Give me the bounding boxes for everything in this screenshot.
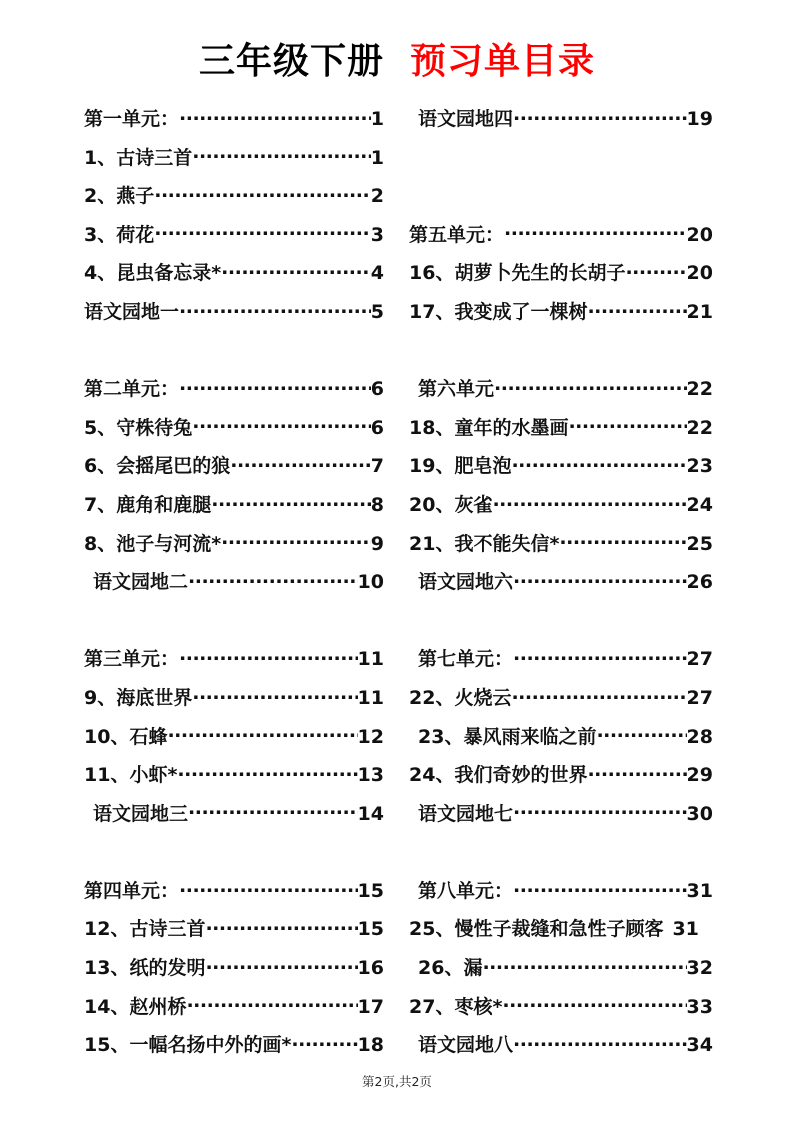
toc-entry-page-number: 14 xyxy=(357,802,384,825)
toc-entry[interactable] xyxy=(409,567,713,606)
toc-entry[interactable] xyxy=(84,992,384,1031)
toc-entry-page-number: 3 xyxy=(370,223,384,246)
toc-entry[interactable] xyxy=(84,722,384,761)
toc-dot-leader xyxy=(179,376,371,395)
toc-entry[interactable] xyxy=(84,490,384,529)
toc-entry[interactable] xyxy=(84,451,384,490)
toc-section-gap xyxy=(409,143,713,182)
toc-blank-line xyxy=(409,181,713,220)
toc-entry[interactable] xyxy=(84,143,384,182)
toc-dot-leader xyxy=(663,916,672,935)
toc-entry-page-number: 11 xyxy=(357,686,384,709)
toc-entry-label: 第五单元： xyxy=(409,223,505,246)
toc-entry[interactable] xyxy=(409,413,713,452)
page-footer: 第2页,共2页 xyxy=(362,1074,432,1089)
toc-entry-page-number: 1 xyxy=(370,108,384,130)
toc-entry-page-number: 20 xyxy=(686,262,713,285)
toc-entry-page-number: 1 xyxy=(370,146,384,169)
toc-section-gap xyxy=(84,336,384,375)
toc-entry-label: 18、童年的水墨画 xyxy=(409,416,569,439)
toc-column-left xyxy=(84,104,384,1069)
toc-entry-label: 第四单元： xyxy=(84,879,180,902)
toc-entry[interactable] xyxy=(409,914,713,953)
toc-section-gap xyxy=(409,837,713,876)
toc-dot-leader xyxy=(221,260,371,279)
title-catalog-text: 预习单目录 xyxy=(410,41,596,82)
toc-entry[interactable] xyxy=(84,258,384,297)
toc-dot-leader xyxy=(192,415,371,434)
toc-dot-leader xyxy=(205,916,357,935)
toc-entry-label: 17、我变成了一棵树 xyxy=(409,300,588,323)
toc-dot-leader xyxy=(179,878,358,897)
toc-entry[interactable] xyxy=(84,876,384,915)
toc-entry-page-number: 19 xyxy=(686,108,713,130)
toc-entry[interactable] xyxy=(409,683,713,722)
toc-entry[interactable] xyxy=(409,1030,713,1069)
toc-dot-leader xyxy=(513,106,687,125)
toc-entry-label: 21、我不能失信* xyxy=(409,532,560,555)
toc-entry-label: 语文园地二 xyxy=(93,571,189,594)
toc-entry[interactable] xyxy=(409,799,713,838)
toc-entry-label: 9、海底世界 xyxy=(84,686,193,709)
toc-entry-page-number: 15 xyxy=(357,879,384,902)
toc-entry[interactable] xyxy=(409,876,713,915)
toc-entry-page-number: 22 xyxy=(686,416,713,439)
toc-entry-page-number: 4 xyxy=(370,262,384,285)
toc-entry[interactable] xyxy=(84,914,384,953)
toc-entry[interactable] xyxy=(409,722,713,761)
toc-entry-page-number: 13 xyxy=(357,764,384,787)
toc-entry-label: 第一单元： xyxy=(84,108,180,130)
toc-dot-leader xyxy=(179,106,371,125)
toc-column-right xyxy=(409,104,713,1069)
toc-entry[interactable] xyxy=(409,374,713,413)
toc-entry[interactable] xyxy=(409,644,713,683)
toc-entry-page-number: 9 xyxy=(370,532,384,555)
toc-entry-label: 5、守株待兔 xyxy=(84,416,193,439)
toc-dot-leader xyxy=(154,222,371,241)
toc-entry-page-number: 29 xyxy=(686,764,713,787)
toc-dot-leader xyxy=(559,531,686,550)
toc-entry[interactable] xyxy=(84,953,384,992)
toc-entry[interactable] xyxy=(84,683,384,722)
toc-entry-page-number: 21 xyxy=(686,300,713,323)
toc-dot-leader xyxy=(179,299,371,318)
toc-entry[interactable] xyxy=(409,451,713,490)
toc-entry[interactable] xyxy=(409,529,713,568)
toc-entry-label: 7、鹿角和鹿腿 xyxy=(84,493,212,516)
toc-entry[interactable] xyxy=(409,760,713,799)
toc-entry-label: 11、小虾* xyxy=(84,764,178,787)
toc-dot-leader xyxy=(494,376,687,395)
toc-dot-leader xyxy=(513,569,687,588)
toc-entry-label: 第六单元 xyxy=(418,378,495,401)
toc-entry[interactable] xyxy=(409,220,713,259)
toc-entry[interactable] xyxy=(84,297,384,336)
toc-entry-page-number: 22 xyxy=(686,378,713,401)
toc-entry-page-number: 12 xyxy=(357,725,384,748)
toc-dot-leader xyxy=(177,762,357,781)
toc-entry[interactable] xyxy=(84,760,384,799)
toc-entry-page-number: 8 xyxy=(370,493,384,516)
toc-entry-page-number: 11 xyxy=(357,648,384,671)
toc-entry-label: 16、胡萝卜先生的长胡子 xyxy=(409,262,626,285)
toc-entry-label: 22、火烧云 xyxy=(409,686,512,709)
toc-entry-label: 2、燕子 xyxy=(84,185,155,208)
toc-dot-leader xyxy=(188,569,358,588)
toc-entry[interactable] xyxy=(409,490,713,529)
toc-entry-page-number: 6 xyxy=(370,378,384,401)
page-title xyxy=(0,41,794,82)
toc-entry-label: 23、暴风雨来临之前 xyxy=(418,725,597,748)
toc-entry-page-number: 27 xyxy=(686,648,713,671)
toc-section-gap xyxy=(84,837,384,876)
toc-entry-page-number: 2 xyxy=(370,185,384,208)
toc-dot-leader xyxy=(221,531,371,550)
toc-entry[interactable] xyxy=(84,374,384,413)
toc-entry-page-number: 10 xyxy=(357,571,384,594)
toc-entry-label: 语文园地三 xyxy=(93,802,189,825)
toc-entry-page-number: 16 xyxy=(357,957,384,980)
toc-entry[interactable] xyxy=(84,413,384,452)
toc-entry-label: 10、石蜂 xyxy=(84,725,168,748)
toc-entry-page-number: 15 xyxy=(357,918,384,941)
toc-entry[interactable] xyxy=(84,1030,384,1069)
toc-dot-leader xyxy=(291,1032,357,1051)
toc-entry-label: 26、漏 xyxy=(418,957,483,980)
toc-entry-label: 6、会摇尾巴的狼 xyxy=(84,455,231,478)
toc-section-gap xyxy=(84,606,384,645)
toc-dot-leader xyxy=(504,222,687,241)
toc-entry-page-number: 7 xyxy=(370,455,384,478)
toc-entry-label: 12、古诗三首 xyxy=(84,918,206,941)
toc-entry-label: 语文园地六 xyxy=(418,571,514,594)
toc-entry-label: 27、枣核* xyxy=(409,995,503,1018)
toc-entry-page-number: 26 xyxy=(686,571,713,594)
toc-dot-leader xyxy=(587,762,686,781)
toc-dot-leader xyxy=(188,801,358,820)
toc-entry-label: 8、池子与河流* xyxy=(84,532,222,555)
toc-entry[interactable] xyxy=(84,220,384,259)
toc-section-gap xyxy=(409,336,713,375)
toc-dot-leader xyxy=(186,994,357,1013)
toc-entry[interactable] xyxy=(84,799,384,838)
toc-entry-page-number: 20 xyxy=(686,223,713,246)
toc-dot-leader xyxy=(513,878,687,897)
toc-dot-leader xyxy=(482,955,686,974)
toc-dot-leader xyxy=(568,415,686,434)
toc-entry-page-number: 17 xyxy=(357,995,384,1018)
toc-entry-label: 15、一幅名扬中外的画* xyxy=(84,1034,292,1057)
toc-entry-page-number: 24 xyxy=(686,493,713,516)
toc-dot-leader xyxy=(205,955,357,974)
toc-dot-leader xyxy=(513,801,687,820)
toc-dot-leader xyxy=(230,453,371,472)
toc-entry-page-number: 33 xyxy=(686,995,713,1018)
toc-dot-leader xyxy=(513,646,687,665)
toc-entry-label: 3、荷花 xyxy=(84,223,155,246)
toc-entry-page-number: 27 xyxy=(686,686,713,709)
toc-entry[interactable] xyxy=(84,567,384,606)
toc-entry-page-number: 6 xyxy=(370,416,384,439)
toc-entry-label: 24、我们奇妙的世界 xyxy=(409,764,588,787)
toc-entry-page-number: 32 xyxy=(686,957,713,980)
toc-dot-leader xyxy=(192,685,357,704)
toc-dot-leader xyxy=(511,453,686,472)
toc-dot-leader xyxy=(179,646,358,665)
toc-dot-leader xyxy=(511,685,686,704)
toc-entry-label: 第二单元： xyxy=(84,378,180,401)
toc-entry-label: 第八单元： xyxy=(418,879,514,902)
toc-entry[interactable] xyxy=(409,297,713,336)
toc-dot-leader xyxy=(625,260,686,279)
toc-entry[interactable] xyxy=(409,104,713,143)
toc-entry-label: 语文园地八 xyxy=(418,1034,514,1057)
toc-dot-leader xyxy=(154,183,371,202)
toc-entry-page-number: 30 xyxy=(686,802,713,825)
title-grade-text: 三年级下册 xyxy=(198,41,384,82)
toc-dot-leader xyxy=(596,724,686,743)
toc-entry-label: 第三单元： xyxy=(84,648,180,671)
toc-entry-label: 14、赵州桥 xyxy=(84,995,187,1018)
toc-entry-page-number: 18 xyxy=(357,1034,384,1057)
toc-entry-page-number: 25 xyxy=(686,532,713,555)
toc-entry[interactable] xyxy=(84,104,384,143)
toc-entry-label: 语文园地一 xyxy=(84,300,180,323)
toc-section-gap xyxy=(409,606,713,645)
toc-dot-leader xyxy=(167,724,357,743)
toc-entry-label: 第七单元： xyxy=(418,648,514,671)
toc-dot-leader xyxy=(192,145,371,164)
toc-dot-leader xyxy=(502,994,686,1013)
toc-entry-label: 25、慢性子裁缝和急性子顾客 xyxy=(409,918,664,941)
toc-entry-label: 20、灰雀 xyxy=(409,493,493,516)
toc-entry[interactable] xyxy=(84,644,384,683)
toc-entry-page-number: 34 xyxy=(686,1034,713,1057)
toc-entry-label: 4、昆虫备忘录* xyxy=(84,262,222,285)
toc-entry[interactable] xyxy=(84,181,384,220)
toc-dot-leader xyxy=(587,299,686,318)
toc-entry-page-number: 28 xyxy=(686,725,713,748)
toc-entry-label: 13、纸的发明 xyxy=(84,957,206,980)
toc-entry[interactable] xyxy=(409,953,713,992)
toc-dot-leader xyxy=(513,1032,687,1051)
toc-dot-leader xyxy=(211,492,371,511)
toc-entry-page-number: 31 xyxy=(672,918,699,941)
toc-entry[interactable] xyxy=(84,529,384,568)
toc-dot-leader xyxy=(492,492,686,511)
toc-entry-label: 19、肥皂泡 xyxy=(409,455,512,478)
toc-entry-page-number: 31 xyxy=(686,879,713,902)
toc-entry[interactable] xyxy=(409,258,713,297)
toc-entry-label: 1、古诗三首 xyxy=(84,146,193,169)
toc-entry[interactable] xyxy=(409,992,713,1031)
toc-entry-page-number: 5 xyxy=(370,300,384,323)
toc-entry-page-number: 23 xyxy=(686,455,713,478)
toc-entry-label: 语文园地四 xyxy=(418,108,514,130)
toc-entry-label: 语文园地七 xyxy=(418,802,514,825)
